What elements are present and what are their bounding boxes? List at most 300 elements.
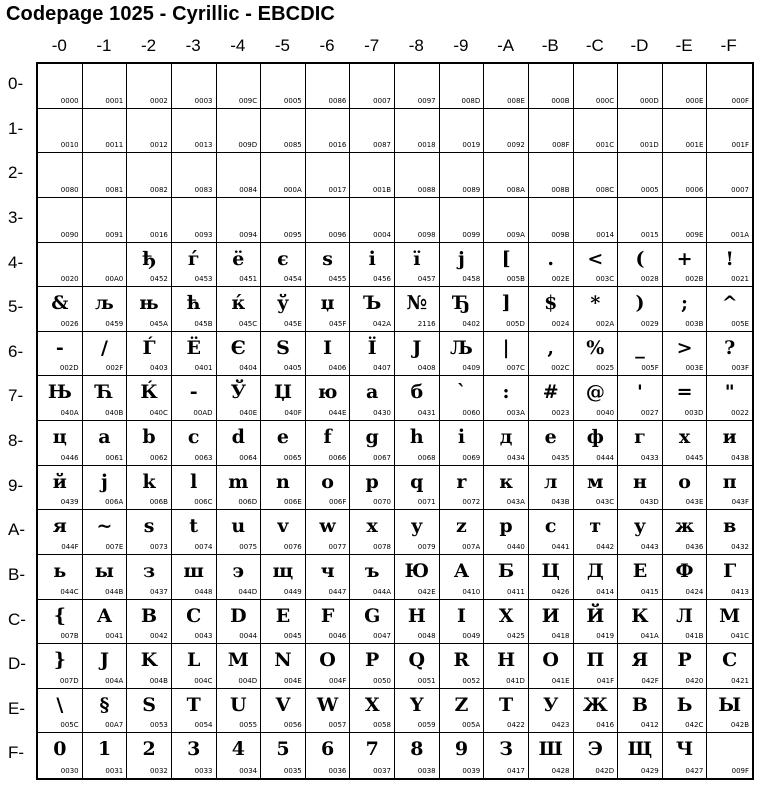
cell-codepoint: 2116	[417, 319, 436, 328]
table-cell	[217, 421, 262, 466]
cell-glyph: я	[52, 515, 67, 538]
table-cell	[529, 153, 574, 198]
table-cell	[217, 376, 262, 421]
cell-codepoint: 003E	[685, 364, 704, 373]
cell-glyph: O	[319, 649, 336, 672]
cell-codepoint: 005C	[60, 721, 79, 730]
table-cell	[574, 600, 619, 645]
cell-codepoint: 0087	[373, 141, 391, 150]
cell-codepoint: 0026	[60, 319, 79, 328]
cell-codepoint: 0053	[150, 721, 168, 730]
cell-glyph: И	[541, 604, 560, 627]
table-cell	[707, 376, 752, 421]
table-cell	[127, 510, 172, 555]
cell-codepoint: 0010	[60, 141, 79, 150]
table-cell	[217, 689, 262, 734]
cell-glyph: ц	[52, 426, 67, 448]
cell-codepoint: 0007	[731, 185, 749, 194]
cell-glyph: Ч	[675, 738, 694, 761]
cell-codepoint: 0038	[417, 767, 436, 775]
cell-glyph: l	[190, 470, 198, 493]
table-cell	[484, 109, 529, 154]
cell-codepoint: 0062	[150, 453, 168, 462]
table-cell	[574, 733, 619, 778]
cell-codepoint: 004C	[194, 676, 213, 685]
table-cell	[172, 153, 217, 198]
table-cell	[261, 555, 306, 600]
table-cell	[261, 376, 306, 421]
column-header: -2	[141, 36, 157, 55]
cell-glyph: R	[453, 649, 470, 672]
cell-codepoint: 008B	[551, 185, 570, 194]
table-cell	[127, 600, 172, 645]
column-header: -F	[720, 36, 737, 55]
table-cell	[350, 733, 395, 778]
table-cell	[38, 109, 83, 154]
column-header: -7	[364, 36, 380, 55]
cell-codepoint: 0069	[462, 453, 481, 462]
cell-codepoint: 0099	[462, 230, 481, 239]
cell-codepoint: 0086	[328, 96, 347, 105]
table-cell	[38, 733, 83, 778]
table-cell	[350, 600, 395, 645]
table-cell	[217, 64, 262, 109]
cell-glyph: ќ	[231, 292, 246, 315]
table-cell	[574, 510, 619, 555]
cell-codepoint: 00A0	[105, 275, 124, 284]
cell-codepoint: 0091	[105, 230, 124, 239]
table-cell	[529, 109, 574, 154]
table-cell	[306, 376, 351, 421]
table-cell	[306, 600, 351, 645]
table-cell	[707, 287, 752, 332]
cell-glyph: й	[52, 470, 67, 493]
table-cell	[707, 421, 752, 466]
cell-glyph: э	[232, 559, 245, 582]
table-cell	[663, 733, 708, 778]
cell-glyph: >	[676, 336, 693, 359]
table-cell	[172, 733, 217, 778]
cell-glyph: М	[719, 604, 741, 627]
cell-codepoint: 0029	[640, 319, 659, 328]
table-cell	[707, 153, 752, 198]
cell-glyph: Ё	[186, 336, 201, 359]
cell-codepoint: 042B	[730, 721, 749, 730]
cell-glyph: {	[53, 604, 66, 627]
cell-codepoint: 0413	[731, 587, 749, 596]
table-cell	[83, 733, 128, 778]
cell-codepoint: 0001	[105, 96, 124, 105]
table-cell	[574, 332, 619, 377]
cell-codepoint: 00AD	[193, 409, 213, 417]
cell-codepoint: 041C	[730, 632, 749, 641]
cell-codepoint: 003A	[506, 409, 525, 417]
cell-glyph: '	[637, 381, 643, 404]
cell-codepoint: 045F	[328, 319, 347, 328]
table-cell	[529, 332, 574, 377]
cell-glyph: р	[499, 515, 513, 538]
cell-codepoint: 0036	[328, 767, 347, 775]
cell-glyph: Y	[410, 693, 424, 716]
table-cell	[306, 287, 351, 332]
cell-glyph: и	[722, 426, 737, 448]
table-cell	[618, 644, 663, 689]
table-cell	[127, 644, 172, 689]
table-cell	[172, 644, 217, 689]
table-cell	[217, 466, 262, 511]
cell-codepoint: 0015	[640, 230, 659, 239]
cell-glyph: J	[99, 649, 109, 672]
cell-codepoint: 007A	[462, 542, 481, 551]
cell-codepoint: 0420	[685, 676, 704, 685]
cell-codepoint: 042C	[685, 721, 704, 730]
table-cell	[529, 243, 574, 288]
table-cell	[574, 421, 619, 466]
cell-codepoint: 0018	[417, 141, 436, 150]
table-cell	[395, 733, 440, 778]
cell-glyph: P	[365, 649, 380, 672]
table-cell	[306, 243, 351, 288]
cell-codepoint: 0442	[596, 542, 615, 551]
cell-glyph: B	[141, 604, 158, 627]
cell-glyph: +	[676, 247, 693, 270]
cell-codepoint: 0451	[239, 275, 258, 284]
codepage-grid	[36, 62, 754, 780]
table-cell	[574, 555, 619, 600]
table-cell	[574, 466, 619, 511]
table-cell	[707, 600, 752, 645]
cell-codepoint: 0089	[462, 185, 481, 194]
table-cell	[38, 510, 83, 555]
cell-codepoint: 0415	[640, 587, 659, 596]
table-cell	[83, 64, 128, 109]
table-cell	[440, 466, 485, 511]
cell-codepoint: 0459	[105, 319, 124, 328]
table-cell	[484, 64, 529, 109]
cell-codepoint: 0432	[731, 542, 749, 551]
cell-codepoint: 0055	[239, 721, 258, 730]
cell-codepoint: 0047	[373, 632, 391, 641]
cell-codepoint: 009C	[238, 96, 258, 105]
table-cell	[261, 689, 306, 734]
cell-codepoint: 000B	[551, 96, 570, 105]
table-cell	[83, 153, 128, 198]
table-cell	[440, 153, 485, 198]
cell-codepoint: 0048	[417, 632, 436, 641]
cell-glyph: Џ	[273, 381, 292, 404]
table-cell	[217, 109, 262, 154]
table-cell	[484, 510, 529, 555]
table-cell	[38, 376, 83, 421]
table-cell	[38, 153, 83, 198]
cell-codepoint: 0457	[417, 275, 436, 284]
cell-glyph: 6	[320, 738, 335, 761]
cell-glyph: I	[456, 604, 466, 627]
table-cell	[306, 153, 351, 198]
cell-codepoint: 0050	[373, 676, 391, 685]
cell-glyph: A	[97, 604, 112, 627]
column-header: -9	[453, 36, 469, 55]
cell-codepoint: 0003	[194, 96, 213, 105]
cell-glyph: p	[365, 470, 379, 493]
table-cell	[618, 109, 663, 154]
cell-codepoint: 006B	[149, 498, 168, 507]
cell-codepoint: 006D	[238, 498, 258, 507]
cell-codepoint: 0414	[596, 587, 615, 596]
table-cell	[350, 376, 395, 421]
table-cell	[663, 287, 708, 332]
row-header: 4-	[8, 252, 24, 272]
table-cell	[350, 332, 395, 377]
table-cell	[306, 689, 351, 734]
cell-glyph: D	[230, 604, 247, 627]
cell-codepoint: 0409	[462, 364, 481, 373]
cell-glyph: Ъ	[363, 292, 382, 315]
table-cell	[261, 466, 306, 511]
cell-glyph: Ш	[538, 738, 563, 761]
cell-glyph: щ	[272, 559, 294, 582]
table-cell	[261, 109, 306, 154]
cell-codepoint: 009D	[238, 141, 258, 150]
table-cell	[663, 421, 708, 466]
table-cell	[395, 243, 440, 288]
table-cell	[663, 243, 708, 288]
cell-codepoint: 0073	[150, 542, 168, 551]
table-cell	[38, 644, 83, 689]
cell-codepoint: 0025	[596, 364, 615, 373]
cell-codepoint: 0040	[596, 409, 615, 417]
cell-codepoint: 0435	[551, 453, 570, 462]
table-cell	[440, 376, 485, 421]
cell-codepoint: 0411	[507, 587, 525, 596]
cell-glyph: b	[142, 426, 156, 448]
cell-codepoint: 007D	[59, 676, 79, 685]
table-cell	[172, 510, 217, 555]
cell-glyph: З	[499, 738, 513, 761]
cell-glyph: О	[542, 649, 559, 672]
cell-glyph: ж	[674, 515, 695, 538]
table-cell	[663, 332, 708, 377]
cell-glyph: К	[631, 604, 649, 627]
cell-glyph: }	[53, 649, 66, 672]
cell-codepoint: 005D	[506, 319, 525, 328]
table-cell	[217, 198, 262, 243]
table-cell	[261, 153, 306, 198]
row-header: B-	[8, 564, 25, 584]
cell-glyph: ,	[547, 336, 554, 359]
cell-glyph: Є	[230, 336, 246, 359]
cell-glyph: g	[365, 426, 379, 448]
cell-codepoint: 0431	[417, 409, 436, 417]
cell-codepoint: 0082	[150, 185, 168, 194]
cell-codepoint: 0002	[150, 96, 168, 105]
table-cell	[38, 198, 83, 243]
cell-glyph: а	[366, 381, 379, 404]
table-cell	[440, 644, 485, 689]
cell-glyph: §	[99, 693, 110, 716]
row-header: 3-	[8, 207, 24, 227]
table-cell	[618, 510, 663, 555]
row-headers	[0, 62, 36, 776]
table-cell	[618, 733, 663, 778]
table-cell	[350, 555, 395, 600]
table-cell	[529, 555, 574, 600]
row-header: 1-	[8, 118, 24, 138]
cell-codepoint: 0059	[417, 721, 436, 730]
cell-glyph: Л	[676, 604, 693, 627]
table-cell	[261, 421, 306, 466]
table-cell	[440, 733, 485, 778]
cell-codepoint: 002B	[685, 275, 704, 284]
cell-glyph: x	[366, 515, 378, 538]
table-cell	[484, 466, 529, 511]
table-cell	[83, 466, 128, 511]
table-cell	[529, 64, 574, 109]
table-cell	[440, 109, 485, 154]
table-cell	[172, 600, 217, 645]
table-cell	[395, 64, 440, 109]
cell-codepoint: 003D	[684, 409, 704, 417]
table-cell	[395, 510, 440, 555]
cell-glyph: o	[321, 470, 334, 493]
table-cell	[440, 243, 485, 288]
cell-codepoint: 0052	[462, 676, 481, 685]
cell-glyph: s	[143, 515, 155, 538]
cell-glyph: м	[587, 470, 604, 493]
cell-codepoint: 0006	[685, 185, 704, 194]
cell-glyph: ю	[317, 381, 338, 404]
cell-codepoint: 0406	[328, 364, 347, 373]
table-cell	[574, 287, 619, 332]
cell-codepoint: 0065	[283, 453, 302, 462]
cell-codepoint: 003B	[685, 319, 704, 328]
cell-glyph: |	[502, 336, 510, 359]
table-cell	[663, 376, 708, 421]
cell-codepoint: 0419	[596, 632, 615, 641]
cell-codepoint: 0034	[239, 767, 258, 775]
cell-glyph: к	[499, 470, 513, 493]
table-cell	[440, 64, 485, 109]
column-header: -6	[319, 36, 335, 55]
cell-codepoint: 0013	[194, 141, 213, 150]
cell-codepoint: 0031	[105, 767, 124, 775]
cell-codepoint: 0037	[373, 767, 391, 775]
cell-codepoint: 0437	[150, 587, 168, 596]
cell-codepoint: 044F	[61, 542, 79, 551]
cell-codepoint: 0096	[328, 230, 347, 239]
cell-glyph: В	[631, 693, 648, 716]
table-cell	[529, 421, 574, 466]
cell-codepoint: 044E	[328, 409, 347, 417]
cell-glyph: d	[231, 426, 245, 448]
cell-glyph: Р	[677, 649, 692, 672]
cell-codepoint: 0023	[551, 409, 570, 417]
cell-codepoint: 008C	[595, 185, 615, 194]
cell-codepoint: 0430	[373, 409, 391, 417]
cell-glyph: х	[678, 426, 691, 448]
table-cell	[440, 510, 485, 555]
cell-codepoint: 0021	[731, 275, 749, 284]
table-cell	[306, 198, 351, 243]
table-cell	[83, 555, 128, 600]
cell-codepoint: 0027	[640, 409, 659, 417]
cell-codepoint: 0444	[596, 453, 615, 462]
cell-glyph: (	[635, 247, 645, 270]
cell-glyph: ў	[276, 292, 290, 315]
cell-codepoint: 009A	[506, 230, 525, 239]
cell-codepoint: 0441	[551, 542, 570, 551]
table-cell	[83, 109, 128, 154]
cell-codepoint: 0028	[640, 275, 659, 284]
cell-codepoint: 0085	[283, 141, 302, 150]
table-cell	[484, 644, 529, 689]
cell-glyph: г	[634, 426, 646, 448]
cell-glyph: !	[725, 247, 734, 270]
cell-glyph: h	[409, 426, 424, 448]
cell-codepoint: 0020	[60, 275, 79, 284]
cell-codepoint: 0424	[685, 587, 704, 596]
cell-glyph: X	[364, 693, 380, 716]
table-cell	[127, 64, 172, 109]
cell-glyph: л	[543, 470, 558, 493]
cell-codepoint: 0043	[194, 632, 213, 641]
table-cell	[38, 421, 83, 466]
cell-glyph: Д	[586, 559, 604, 582]
cell-glyph: ђ	[142, 247, 156, 270]
cell-codepoint: 0041	[105, 632, 124, 641]
table-cell	[484, 600, 529, 645]
cell-codepoint: 0076	[283, 542, 302, 551]
table-cell	[306, 109, 351, 154]
cell-glyph: H	[407, 604, 426, 627]
table-cell	[440, 287, 485, 332]
row-header: 9-	[8, 475, 24, 495]
cell-glyph: о	[678, 470, 691, 493]
column-headers	[37, 36, 751, 58]
cell-codepoint: 043D	[639, 498, 659, 507]
cell-glyph: ш	[183, 559, 204, 582]
cell-glyph: )	[635, 292, 645, 315]
row-header: 5-	[8, 297, 24, 317]
column-header: -5	[274, 36, 290, 55]
table-cell	[707, 109, 752, 154]
table-cell	[306, 466, 351, 511]
cell-glyph: w	[319, 515, 336, 538]
table-cell	[663, 153, 708, 198]
cell-codepoint: 0097	[417, 96, 436, 105]
cell-codepoint: 043A	[506, 498, 525, 507]
cell-codepoint: 005E	[731, 319, 749, 328]
table-cell	[707, 64, 752, 109]
cell-codepoint: 0434	[507, 453, 525, 462]
table-cell	[127, 287, 172, 332]
cell-codepoint: 0455	[328, 275, 347, 284]
cell-glyph: r	[456, 470, 467, 493]
cell-codepoint: 0079	[417, 542, 436, 551]
cell-glyph: E	[275, 604, 291, 627]
cell-codepoint: 043C	[595, 498, 615, 507]
cell-codepoint: 0056	[283, 721, 302, 730]
cell-codepoint: 002E	[551, 275, 570, 284]
table-cell	[484, 243, 529, 288]
cell-codepoint: 0403	[150, 364, 168, 373]
cell-glyph: А	[453, 559, 470, 582]
table-cell	[618, 198, 663, 243]
table-cell	[618, 64, 663, 109]
cell-codepoint: 0405	[283, 364, 302, 373]
table-cell	[529, 198, 574, 243]
column-header: -D	[630, 36, 649, 55]
